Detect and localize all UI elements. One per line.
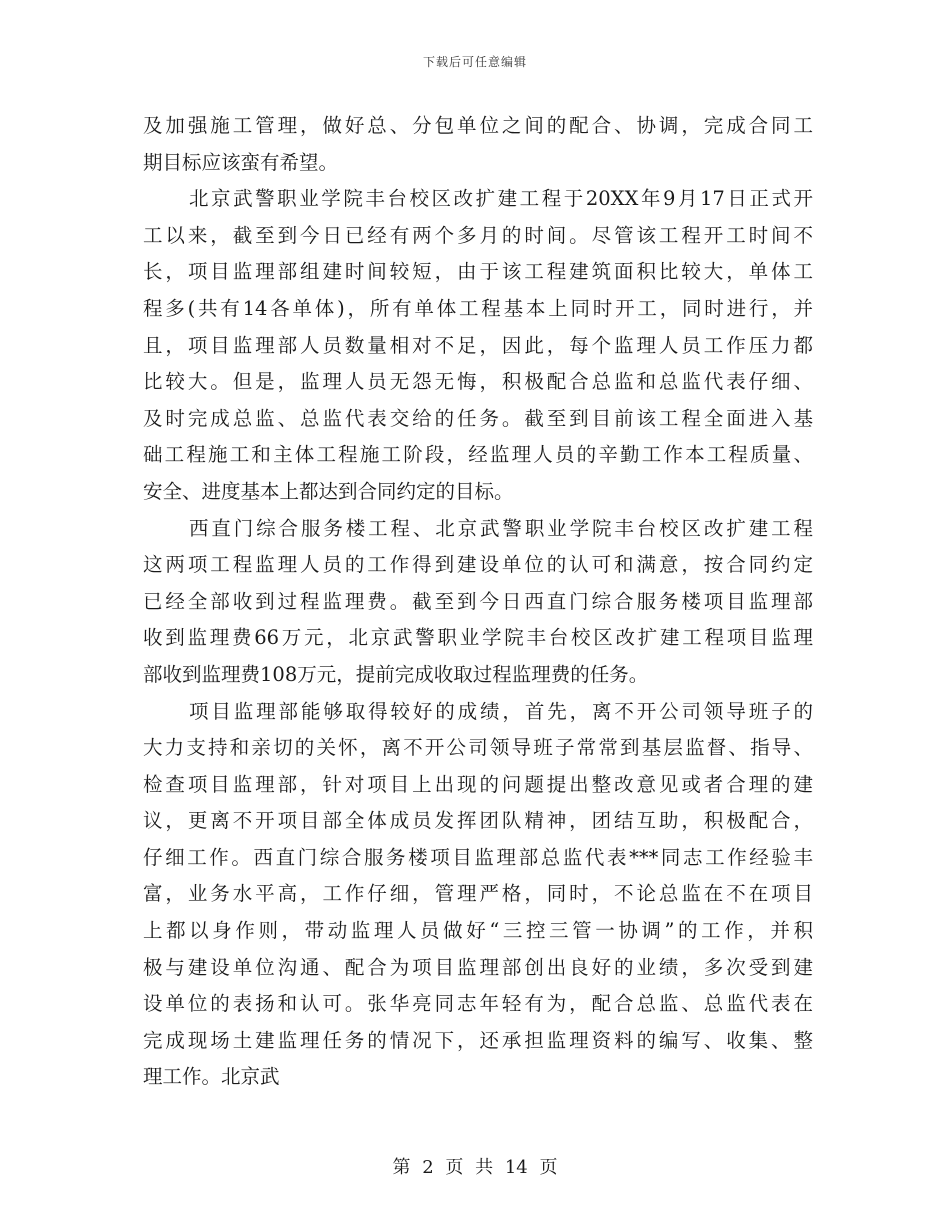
page-number-footer: 第 2 页 共 14 页	[392, 1157, 558, 1178]
text-line: 础工程施工和主体工程施工阶段，经监理人员的辛勤工作本工程质量、	[143, 443, 813, 467]
text-line: 工以来，截至到今日已经有两个多月的时间。尽管该工程开工时间不	[143, 223, 813, 247]
paragraph-2	[143, 181, 813, 510]
text-line: 上都以身作则，带动监理人员做好“三控三管一协调”的工作，并积	[143, 919, 813, 943]
text-line: 北京武警职业学院丰台校区改扩建工程于20XX年9月17日正式开	[189, 187, 813, 211]
text-line: 极与建设单位沟通、配合为项目监理部创出良好的业绩，多次受到建	[143, 955, 813, 979]
paragraph-3	[143, 511, 813, 694]
text-line: 西直门综合服务楼工程、北京武警职业学院丰台校区改扩建工程	[189, 516, 813, 540]
text-line: 比较大。但是，监理人员无怨无悔，积极配合总监和总监代表仔细、	[143, 370, 813, 394]
text-line: 已经全部收到过程监理费。截至到今日西直门综合服务楼项目监理部	[143, 589, 813, 613]
text-line: 期目标应该蛮有希望。	[143, 150, 339, 174]
text-line: 收到监理费66万元，北京武警职业学院丰台校区改扩建工程项目监理	[143, 626, 813, 650]
paragraph-4	[143, 694, 813, 1097]
text-line: 部收到监理费108万元，提前完成收取过程监理费的任务。	[143, 662, 649, 686]
text-line: 项目监理部能够取得较好的成绩，首先，离不开公司领导班子的	[189, 699, 813, 723]
text-line: 检查项目监理部，针对项目上出现的问题提出整改意见或者合理的建	[143, 772, 813, 796]
text-line: 这两项工程监理人员的工作得到建设单位的认可和满意，按合同约定	[143, 553, 813, 577]
text-line: 安全、进度基本上都达到合同约定的目标。	[143, 479, 514, 503]
text-line: 设单位的表扬和认可。张华亮同志年轻有为，配合总监、总监代表在	[143, 992, 813, 1016]
text-line: 长，项目监理部组建时间较短，由于该工程建筑面积比较大，单体工	[143, 260, 813, 284]
text-line: 仔细工作。西直门综合服务楼项目监理部总监代表***同志工作经验丰	[143, 845, 813, 869]
page-header: 下载后可任意编辑	[422, 55, 527, 69]
paragraph-1	[143, 108, 813, 181]
text-line: 且，项目监理部人员数量相对不足，因此，每个监理人员工作压力都	[143, 333, 813, 357]
document-body	[143, 108, 813, 1096]
text-line: 理工作。北京武	[143, 1065, 280, 1089]
text-line: 及加强施工管理，做好总、分包单位之间的配合、协调，完成合同工	[143, 114, 813, 137]
text-line: 程多(共有14各单体)，所有单体工程基本上同时开工，同时进行，并	[143, 296, 813, 320]
text-line: 议，更离不开项目部全体成员发挥团队精神，团结互助，积极配合，	[143, 809, 813, 833]
text-line: 完成现场土建监理任务的情况下，还承担监理资料的编写、收集、整	[143, 1028, 813, 1052]
text-line: 大力支持和亲切的关怀，离不开公司领导班子常常到基层监督、指导、	[143, 736, 813, 760]
text-line: 富，业务水平高，工作仔细，管理严格，同时，不论总监在不在项目	[143, 882, 813, 906]
text-line: 及时完成总监、总监代表交给的任务。截至到目前该工程全面进入基	[143, 406, 813, 430]
